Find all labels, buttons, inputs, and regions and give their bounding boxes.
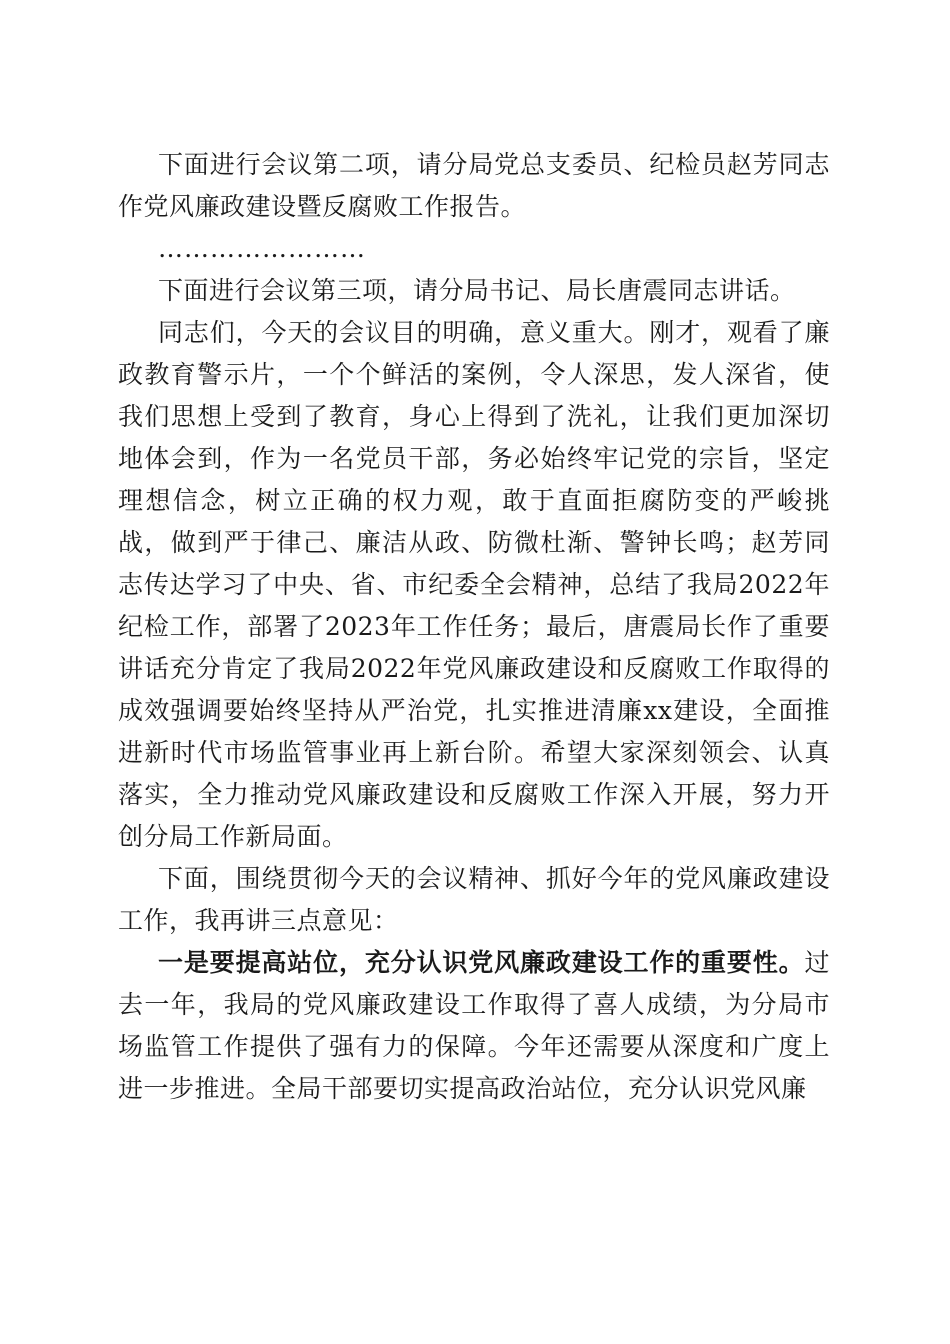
paragraph-agenda-item-3: 下面进行会议第三项，请分局书记、局长唐震同志讲话。: [158, 276, 796, 305]
paragraph-summary: 同志们，今天的会议目的明确，意义重大。刚才，观看了廉政教育警示片，一个个鲜活的案例，令人深思，发人深省，使我们思想上受到了教育，身心上得到了洗礼，让我们更加深切地体会到，作为一名党员干部，务必始终牢记党的宗旨，坚定理想信念，树立正确的权力观，敢于直面拒腐防变的严峻挑战，做到严于律己、廉洁从政、防微杜渐、警钟长鸣；赵芳同志传达学习了中央、省、市纪委全会精神，总结了我局2022年纪检工作，部署了2023年工作任务；最后，唐震局长作了重要讲话充分肯定了我局2022年党风廉政建设和反腐败工作取得的成效强调要始终坚持从严治党，扎实推进清廉xx建设，全面推进新时代市场监管事业再上新台阶。希望大家深刻领会、认真落实，全力推动党风廉政建设和反腐败工作深入开展，努力开创分局工作新局面。: [118, 318, 830, 851]
point-one-body: 过去一年，我局的党风廉政建设工作取得了喜人成绩，为分局市场监管工作提供了强有力的保障。今年还需要从深度和广度上进一步推进。全局干部要切实提高政治站位，充分认识党风廉: [118, 948, 830, 1103]
point-one-heading: 一是要提高站位，充分认识党风廉政建设工作的重要性。: [158, 948, 805, 977]
paragraph-point-one: [118, 942, 830, 1110]
ellipsis-separator: ……………………: [158, 234, 366, 263]
paragraph-agenda-item-2: 下面进行会议第二项，请分局党总支委员、纪检员赵芳同志作党风廉政建设暨反腐败工作报告。: [118, 150, 830, 221]
paragraph-three-points-intro: 下面，围绕贯彻今天的会议精神、抓好今年的党风廉政建设工作，我再讲三点意见：: [118, 864, 830, 935]
document-body: [118, 144, 830, 1110]
